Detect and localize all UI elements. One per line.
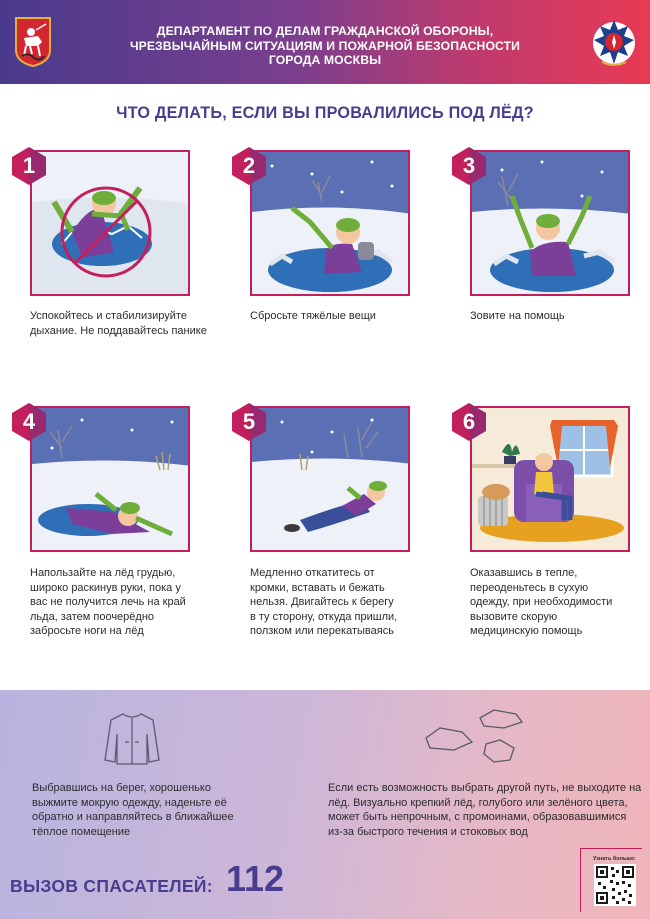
qr-label: Узнать больше: <box>593 856 636 862</box>
department-title-line: ГОРОДА МОСКВЫ <box>268 53 382 67</box>
tip-line: из-за быстрого течения и стоковых вод <box>328 825 528 838</box>
jacket-icon <box>103 710 161 766</box>
tip-line: тёплое помещение <box>32 825 131 838</box>
roll-away-illustration <box>252 408 410 552</box>
step-illustration <box>470 406 630 552</box>
tip-line: может быть непрочным, с промоинами, образовавшимися <box>328 811 627 824</box>
caption-line: Напользайте на лёд грудью, <box>30 567 176 579</box>
tip-line: обратно и направляйтесь в ближайшее <box>32 811 234 824</box>
rescue-phone-number: 112 <box>226 858 285 899</box>
rescue-label: ВЫЗОВ СПАСАТЕЛЕЙ: <box>10 876 213 896</box>
department-title <box>80 24 570 68</box>
drop-heavy-things-illustration <box>252 152 410 296</box>
caption-line: дыхание. Не поддавайтесь панике <box>30 324 207 337</box>
step-1-caption <box>30 309 220 338</box>
caption-line: Зовите на помощь <box>470 310 565 322</box>
step-card-4 <box>12 406 190 556</box>
step-card-2 <box>232 150 410 300</box>
step-5-caption <box>250 566 440 639</box>
step-illustration <box>250 150 410 296</box>
step-card-3 <box>452 150 630 300</box>
step-number-badge <box>232 403 266 441</box>
crawl-onto-ice-illustration <box>32 408 190 552</box>
step-3-caption <box>470 309 650 324</box>
caption-line: вас не получится лечь на край <box>30 596 186 609</box>
header-banner <box>0 0 650 84</box>
caption-line: в ту сторону, откуда пришли, <box>250 610 398 623</box>
caption-line: Успокойтесь и стабилизируйте <box>30 310 187 322</box>
step-card-6 <box>452 406 630 556</box>
caption-line: кромки, вставать и бежать <box>250 581 385 594</box>
department-title-line: ЧРЕЗВЫЧАЙНЫМ СИТУАЦИЯМ И ПОЖАРНОЙ БЕЗОПАСНОСТИ <box>129 38 521 53</box>
mchs-emblem-icon <box>592 16 636 70</box>
caption-line: ползком или перекатываясь <box>250 625 394 638</box>
caption-line: Оказавшись в тепле, <box>470 567 578 579</box>
step-number: 4 <box>22 409 36 434</box>
step-number: 6 <box>462 409 476 434</box>
caption-line: широко раскинув руки, пока у <box>30 581 181 594</box>
step-number: 5 <box>242 409 256 434</box>
qr-code-icon[interactable] <box>594 864 636 906</box>
step-number: 3 <box>462 153 476 178</box>
step-number-badge <box>232 147 266 185</box>
moscow-coat-of-arms-icon <box>14 16 52 68</box>
tip-avoid-ice <box>328 781 644 839</box>
tip-line: Выбравшись на берег, хорошенько <box>32 782 211 794</box>
step-6-caption <box>470 566 650 639</box>
warm-up-indoors-illustration <box>472 408 630 552</box>
tip-line: выжмите мокрую одежду, наденьте её <box>32 796 227 809</box>
step-illustration <box>30 150 190 296</box>
step-number-badge <box>12 147 46 185</box>
step-number-badge <box>12 403 46 441</box>
caption-line: Сбросьте тяжёлые вещи <box>250 310 376 322</box>
tip-line: Если есть возможность выбрать другой путь, не выходите на <box>328 782 642 794</box>
department-title-line: ДЕПАРТАМЕНТ ПО ДЕЛАМ ГРАЖДАНСКОЙ ОБОРОНЫ, <box>156 24 494 38</box>
page-title: ЧТО ДЕЛАТЬ, ЕСЛИ ВЫ ПРОВАЛИЛИСЬ ПОД ЛЁД? <box>116 104 534 122</box>
step-card-1 <box>12 150 190 300</box>
step-illustration <box>470 150 630 296</box>
step-number-badge <box>452 147 486 185</box>
caption-line: вызовите скорую <box>470 610 558 623</box>
step-illustration <box>30 406 190 552</box>
step-number-badge <box>452 403 486 441</box>
caption-line: забросьте ноги на лёд <box>30 625 144 638</box>
step-number: 1 <box>22 153 36 178</box>
caption-line: нельзя. Двигайтесь к берегу <box>250 596 394 609</box>
step-4-caption <box>30 566 220 639</box>
caption-line: Медленно откатитесь от <box>250 567 375 579</box>
call-for-help-illustration <box>472 152 630 296</box>
falling-through-ice-illustration <box>32 152 190 296</box>
step-2-caption <box>250 309 440 324</box>
tip-after-shore <box>32 781 252 839</box>
step-illustration <box>250 406 410 552</box>
ice-floes-icon <box>424 708 524 770</box>
step-card-5 <box>232 406 410 556</box>
caption-line: медицинскую помощь <box>470 625 583 638</box>
caption-line: льда, затем поочерёдно <box>30 610 155 623</box>
tip-line: лёд. Визуально крепкий лёд, голубого или зелёного цвета, <box>328 796 628 809</box>
caption-line: переоденьтесь в сухую <box>470 581 589 594</box>
caption-line: одежду, при необходимости <box>470 596 613 609</box>
step-number: 2 <box>242 153 256 178</box>
